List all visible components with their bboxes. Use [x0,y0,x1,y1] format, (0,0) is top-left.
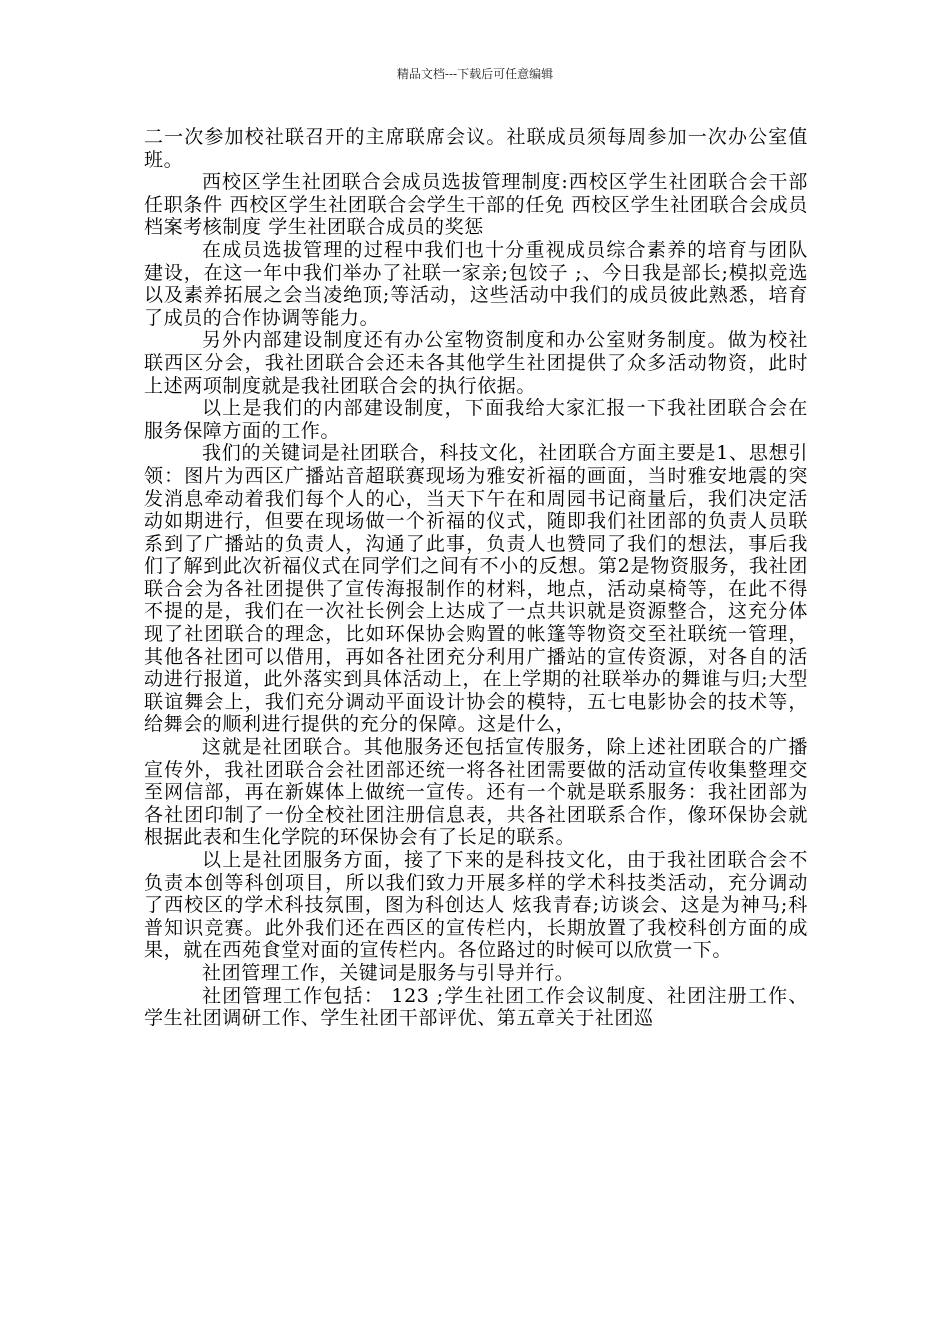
paragraph-7: 这就是社团联合。其他服务还包括宣传服务，除上述社团联合的广播宣传外，我社团联合会社团部还统一将各社团需要做的活动宣传收集整理交至网信部，再在新媒体上做统一宣传。还有一个就是联系服务：我社团部为各社团印制了一份全校社团注册信息表，共各社团联系合作，像环保协会就根据此表和生化学院的环保协会有了长足的联系。 [144,736,808,849]
paragraph-10: 社团管理工作包括： 123 ;学生社团工作会议制度、社团注册工作、 学生社团调研工作、学生社团干部评优、第五章关于社团巡 [144,984,808,1030]
paragraph-3: 在成员选拔管理的过程中我们也十分重视成员综合素养的培育与团队建设，在这一年中我们举办了社联一家亲;包饺子 ;、今日我是部长;模拟竞选以及素养拓展之会当凌绝顶;等活动，这些活动中我们的成员彼此熟悉，培育了成员的合作协调等能力。 [144,238,808,329]
paragraph-5: 以上是我们的内部建设制度，下面我给大家汇报一下我社团联合会在服务保障方面的工作。 [144,397,808,442]
paragraph-9: 社团管理工作，关键词是服务与引导并行。 [202,961,575,984]
page-header: 精品文档---下载后可任意编辑 [396,67,554,81]
paragraph-4: 另外内部建设制度还有办公室物资制度和办公室财务制度。做为校社联西区分会，我社团联合会还未各其他学生社团提供了众多活动物资，此时上述两项制度就是我社团联合会的执行依据。 [144,329,808,397]
document-body [144,126,808,1030]
paragraph-1: 二一次参加校社联召开的主席联席会议。社联成员须每周参加一次办公室值班。 [144,126,808,171]
paragraph-8: 以上是社团服务方面，接了下来的是科技文化，由于我社团联合会不负责本创等科创项目，所以我们致力开展多样的学术科技类活动，充分调动了西校区的学术科技氛围，图为科创达人 炫我青春;访谈会、这是为神马;科普知识竞赛。此外我们还在西区的宣传栏内，长期放置了我校科创方面的成果，就在西苑食堂对面的宣传栏内。各位路过的时候可以欣赏一下。 [144,849,808,962]
paragraph-6: 我们的关键词是社团联合，科技文化，社团联合方面主要是1、思想引领：图片为西区广播站音超联赛现场为雅安祈福的画面，当时雅安地震的突发消息牵动着我们每个人的心，当天下午在和周园书记商量后，我们决定活动如期进行，但要在现场做一个祈福的仪式，随即我们社团部的负责人员联系到了广播站的负责人，沟通了此事，负责人也赞同了我们的想法，事后我们了解到此次祈福仪式在同学们之间有不小的反想。第2是物资服务，我社团联合会为各社团提供了宣传海报制作的材料，地点，活动桌椅等，在此不得不提的是，我们在一次社长例会上达成了一点共识就是资源整合，这充分体现了社团联合的理念，比如环保协会购置的帐篷等物资交至社联统一管理，其他各社团可以借用，再如各社团充分利用广播站的宣传资源，对各自的活动进行报道，此外落实到具体活动上，在上学期的社联举办的舞谁与归;大型联谊舞会上，我们充分调动平面设计协会的模特，五七电影协会的技术等，给舞会的顺利进行提供的充分的保障。这是什么， [144,442,808,736]
paragraph-2: 西校区学生社团联合会成员选拔管理制度:西校区学生社团联合会干部任职条件 西校区学生社团联合会学生干部的任免 西校区学生社团联合会成员档案考核制度 学生社团联合成员的奖惩 [144,171,808,239]
